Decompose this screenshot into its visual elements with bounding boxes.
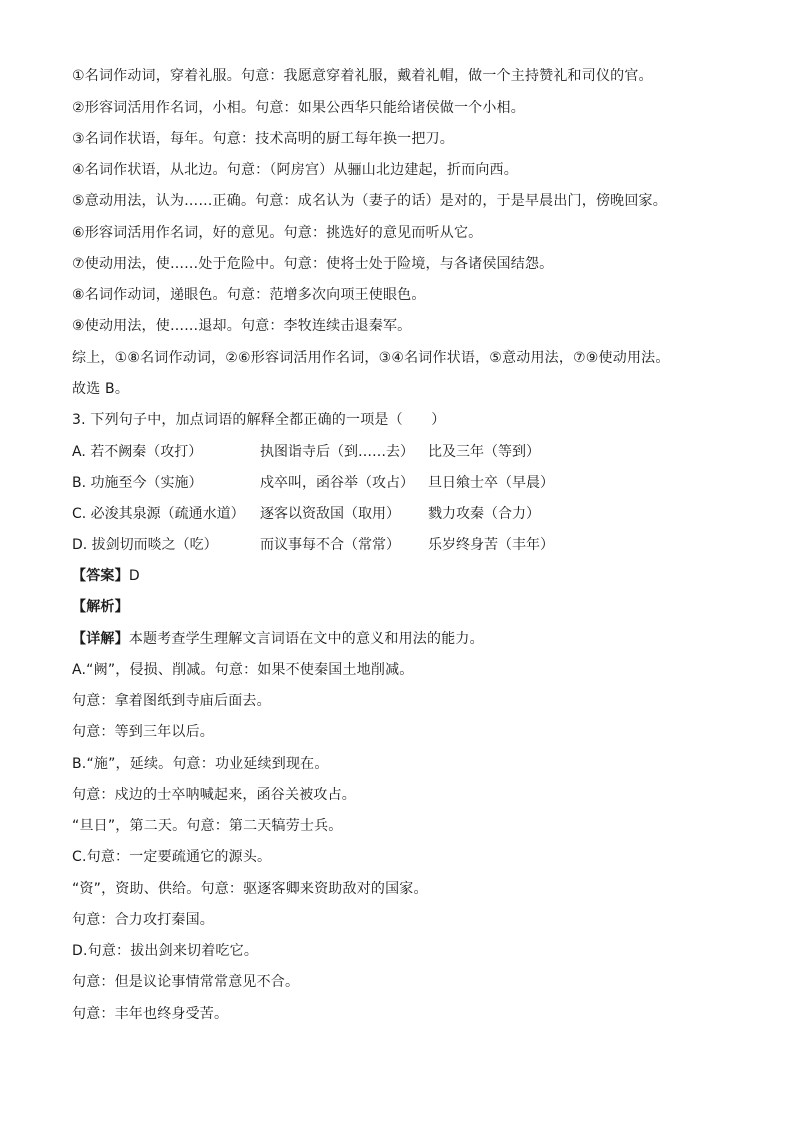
option-b-col-2: 戍卒叫，函谷举（攻占）: [260, 475, 414, 491]
detail-tag: 【详解】: [72, 631, 129, 647]
analysis-line: [72, 597, 129, 617]
text-line: ①名词作动词，穿着礼服。句意：我愿意穿着礼服，戴着礼帽，做一个主持赞礼和司仪的官。: [72, 68, 653, 84]
text-line: ④名词作状语，从北边。句意：（阿房宫）从骊山北边建起，折而向西。: [72, 162, 518, 178]
text-line: ⑨使动用法，使……退却。句意：李牧连续击退秦军。: [72, 318, 412, 334]
analysis-tag: 【解析】: [72, 599, 129, 615]
option-a-col-3: 比及三年（等到）: [428, 444, 540, 460]
explanation-line: C.句意：一定要疏通它的源头。: [72, 849, 272, 865]
text-line: ③名词作状语，每年。句意：技术高明的厨工每年换一把刀。: [72, 131, 454, 147]
explanation-line: D.句意：拔出剑来切着吃它。: [72, 943, 259, 959]
explanation-line: 句意：等到三年以后。: [72, 724, 214, 740]
option-a-col-2: 执图诣寺后（到……去）: [260, 444, 414, 460]
option-a-col-1: A. 若不阙秦（攻打）: [72, 444, 203, 460]
option-b-col-3: 旦日飨士卒（早晨）: [428, 475, 554, 491]
explanation-line: 句意：合力攻打秦国。: [72, 912, 214, 928]
option-d-col-3: 乐岁终身苦（丰年）: [428, 537, 554, 553]
text-line: ⑤意动用法，认为……正确。句意：成名认为（妻子的话）是对的，于是早晨出门，傍晚回家。: [72, 193, 667, 209]
explanation-line: A.“阙”，侵损、削减。句意：如果不使秦国土地削减。: [72, 662, 414, 678]
detail-line: [72, 629, 484, 649]
text-line: ⑥形容词活用作名词，好的意见。句意：挑选好的意见而听从它。: [72, 225, 483, 241]
explanation-line: 句意：丰年也终身受苦。: [72, 1006, 229, 1022]
text-line: ②形容词活用作名词，小相。句意：如果公西华只能给诸侯做一个小相。: [72, 100, 525, 116]
explanation-line: 句意：拿着图纸到寺庙后面去。: [72, 693, 271, 709]
option-c-col-1: C. 必浚其泉源（疏通水道）: [72, 506, 245, 522]
explanation-line: 句意：戍边的士卒呐喊起来，函谷关被攻占。: [72, 787, 356, 803]
summary-line: 综上，①⑧名词作动词，②⑥形容词活用作名词，③④名词作状语，⑤意动用法，⑦⑨使动用法。: [72, 350, 670, 366]
explanation-line: B.“施”，延续。句意：功业延续到现在。: [72, 756, 329, 772]
option-d-col-2: 而议事每不合（常常）: [260, 537, 400, 553]
answer-tag: 【答案】: [72, 568, 129, 584]
detail-text: 本题考查学生理解文言词语在文中的意义和用法的能力。: [128, 631, 484, 647]
explanation-line: “资”，资助、供给。句意：驱逐客卿来资助敌对的国家。: [72, 881, 428, 897]
answer-value: D: [128, 568, 140, 584]
option-b-col-1: B. 功施至今（实施）: [72, 475, 203, 491]
option-d-col-1: D. 拔剑切而啖之（吃）: [72, 537, 218, 553]
conclusion-line: 故选 B。: [72, 381, 130, 397]
option-c-col-3: 戮力攻秦（合力）: [428, 506, 540, 522]
explanation-line: “旦日”，第二天。句意：第二天犒劳士兵。: [72, 818, 343, 834]
option-c-col-2: 逐客以资敌国（取用）: [260, 506, 400, 522]
answer-line: [72, 566, 140, 586]
explanation-line: 句意：但是议论事情常常意见不合。: [72, 974, 300, 990]
question-stem: 3. 下列句子中，加点词语的解释全都正确的一项是（ ）: [72, 412, 446, 428]
text-line: ⑦使动用法，使……处于危险中。句意：使将士处于险境，与各诸侯国结怨。: [72, 256, 554, 272]
text-line: ⑧名词作动词，递眼色。句意：范增多次向项王使眼色。: [72, 287, 426, 303]
